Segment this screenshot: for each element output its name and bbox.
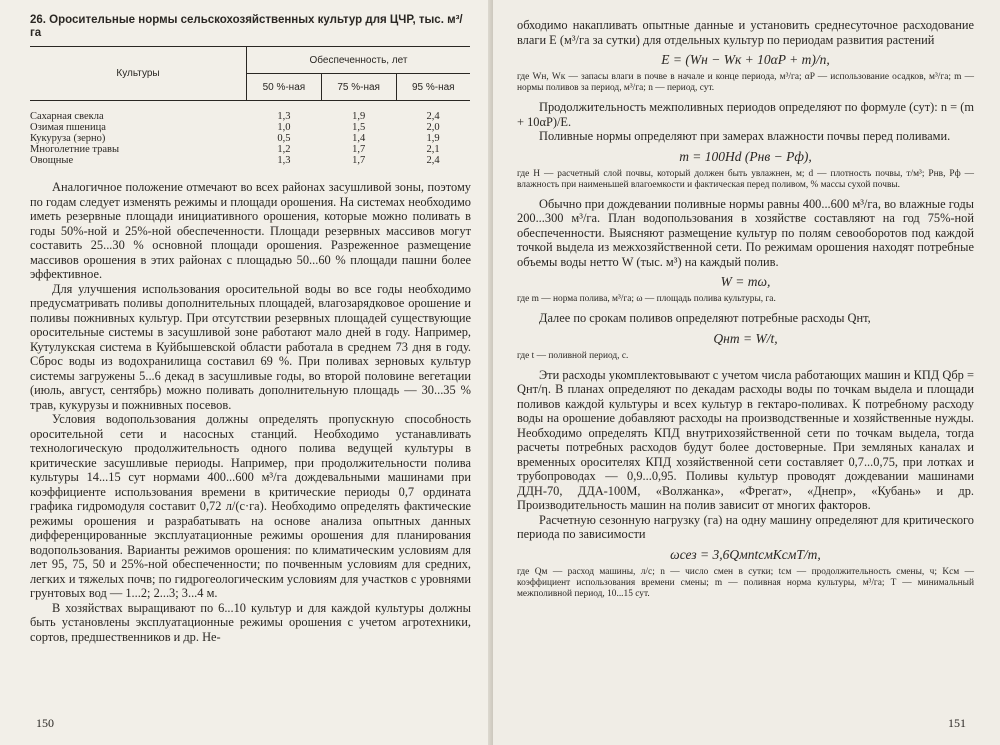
value-75: 1,7 bbox=[352, 144, 366, 155]
paragraph: Для улучшения использования оросительной воды во все годы необходимо предусматривать поливы дополнительных площадей, влагозарядковое орошение и поливы пожнивных культур. При отсутствии резервных площадей существующие оросительные системы в засушливой зоне работают мало дней в году. Например, Кутулукская система в Куйбышевской области работала в среднем 73 дня в году. Сброс воды из водохранилища составил 69 %. При поливах зерновых культур системы загружены 5...6 декад в засушливые годы, во второй половине вегетации (июль, август, сентябрь) можно поливать дополнительную площадь — 30...35 % трав, кукурузы и пожнивных посевов. bbox=[30, 281, 471, 412]
table-row bbox=[30, 144, 470, 155]
crop-name: Кукуруза (зерно) bbox=[30, 133, 106, 144]
col-50-header: 50 %-ная bbox=[247, 74, 322, 101]
value-50: 0,5 bbox=[277, 133, 291, 144]
formula-note: где t — поливной период, с. bbox=[517, 350, 629, 361]
paragraph: Поливные нормы определяют при замерах влажности почвы перед поливами. bbox=[539, 129, 951, 143]
value-50: 1,3 bbox=[277, 111, 291, 122]
value-95: 2,4 bbox=[426, 155, 440, 166]
table-row bbox=[30, 133, 470, 144]
paragraph: обходимо накапливать опытные данные и установить среднесуточное расходование влаги E (м³/га за сутки) для отдельных культур по периодам развития растений bbox=[517, 18, 974, 47]
paragraph: Обычно при дождевании поливные нормы равны 400...600 м³/га, во влажные годы 200...300 м³/га. План водопользования в хозяйстве составляют на год 75%-ной обеспеченности. Выясняют размещение культур по полям севооборотов под каждой точкой выдела из межхозяйственной сети. По режимам орошения находят потребные объемы воды нетто W (тыс. м³) на каждый полив. bbox=[517, 196, 974, 269]
value-95: 2,1 bbox=[426, 144, 440, 155]
paragraph: Эти расходы укомплектовывают с учетом числа работающих машин и КПД Qбр = Qнт/η. В планах определяют по декадам расходы воды по точкам выдела и площади поливов каждой культуры и всех культур в гектаро-поливах. К потребному расходу воды на орошение добавляют расходы на производственные и хозяйственные нужды. Необходимо определять КПД внутрихозяйственной сети по точкам выдела, тогда расчеты потребных расходов будут более достоверные. При земляных каналах и временных оросителях КПД хозяйственной сети составляет 0,7...0,75, при лотках и трубопроводах — 0,9...0,95. Поливы культур проводят дождевании машинами ДДН-70, ДДА-100М, «Волжанка», «Фрегат», «Днепр», «Кубань» и др. Производительность машин на полив зависит от многих факторов. bbox=[517, 367, 974, 512]
page-number: 150 bbox=[36, 716, 54, 730]
formula-note: где Qм — расход машины, л/с; n — число смен в сутки; tсм — продолжительность смены, ч; Kсм — коэффициент использования времени смены; m — поливная норма культуры, м³/га; T — минимальный межполивной период, 10...15 сут. bbox=[517, 566, 974, 599]
crop-name: Овощные bbox=[30, 155, 74, 166]
value-95: 1,9 bbox=[426, 133, 440, 144]
value-50: 1,0 bbox=[277, 122, 291, 133]
formula: ωсез = 3,6QмntсмKсмT/m, bbox=[670, 546, 821, 562]
value-95: 2,0 bbox=[426, 122, 440, 133]
paragraph: Расчетную сезонную нагрузку (га) на одну машину определяют для критического периода по зависимости bbox=[517, 512, 974, 541]
value-75: 1,4 bbox=[352, 133, 366, 144]
paragraph: Далее по срокам поливов определяют потребные расходы Qнт, bbox=[539, 311, 871, 325]
crop-name: Сахарная свекла bbox=[30, 111, 104, 122]
table-row bbox=[30, 155, 470, 166]
paragraph: Аналогичное положение отмечают во всех районах засушливой зоны, поэтому по годам следует изменять режимы и площади орошения. На системах необходимо иметь резервные площади инициативного орошения, которые можно поливать в годы 50%-ной и 25%-ной обеспеченности. Площади резервных массивов могут составить 25...30 % основной площади орошения. Разреженное размещение массивов орошения в этих районах с площадью 50...60 % площади пашни более эффективное. bbox=[30, 180, 471, 281]
formula-note: где Wн, Wк — запасы влаги в почве в начале и конце периода, м³/га; αP — использование осадков, м³/га; m — нормы поливов за период, м³/га; n — период, сут. bbox=[517, 72, 974, 93]
table-title: 26. Оросительные нормы сельскохозяйственных культур для ЦЧР, тыс. м³/га bbox=[30, 14, 463, 39]
formula: Qнт = W/t, bbox=[713, 330, 778, 346]
paragraph: Условия водопользования должны определять пропускную способность оросительной сети и насосных станций. Необходимо устанавливать технологическую продолжительность одного полива ведущей культуры в критические засушливые периоды. Например, при продолжительности полива культуры 14...15 сут нормами 400...600 м³/га дождевальными машинами при коэффициенте использования времени в критические периоды 0,7 ордината графика гидромодуля составит 0,72 л/(с·га). Необходимо определять фактические режимы орошения и разрабатывать на основе анализа опытных данных дифференцированные эксплуатационные режимы орошения для планирования водопользования. Варианты режимов орошения: по климатическим условиям для лет 95, 75, 50 и 25%-ной обеспеченности; по почвенным условиям для средних, легких и тяжелых почв; по гидрогеологическим условиям для участков с уровнями грунтовых вод — 1...2; 2...3; 3...4 м. bbox=[30, 412, 471, 600]
value-50: 1,2 bbox=[277, 144, 291, 155]
crop-column-header: Культуры bbox=[30, 47, 247, 101]
col-95-header: 95 %-ная bbox=[396, 74, 470, 101]
formula: m = 100Hd (Pнв − Pф), bbox=[679, 148, 812, 164]
value-50: 1,3 bbox=[277, 155, 291, 166]
col-75-header: 75 %-ная bbox=[321, 74, 396, 101]
value-75: 1,9 bbox=[352, 111, 366, 122]
right-page bbox=[493, 0, 1000, 745]
left-page bbox=[0, 0, 493, 745]
formula-note: где m — норма полива, м³/га; ω — площадь полива культуры, га. bbox=[517, 294, 776, 304]
value-75: 1,5 bbox=[352, 122, 366, 133]
table-row bbox=[30, 101, 470, 123]
formula: W = mω, bbox=[720, 274, 771, 289]
irrigation-norms-table bbox=[30, 46, 470, 166]
value-75: 1,7 bbox=[352, 155, 366, 166]
crop-name: Озимая пшеница bbox=[30, 122, 106, 133]
formula: E = (Wн − Wк + 10αP + m)/n, bbox=[661, 52, 830, 67]
table-row bbox=[30, 122, 470, 133]
supply-header: Обеспеченность, лет bbox=[247, 47, 471, 74]
crop-name: Многолетние травы bbox=[30, 144, 120, 155]
paragraph: В хозяйствах выращивают по 6...10 культур и для каждой культуры должны быть установлены эксплуатационные режимы орошения с учетом агротехники, сортов, предшественников и др. Не- bbox=[30, 600, 471, 644]
formula-note: где H — расчетный слой почвы, который должен быть увлажнен, м; d — плотность почвы, т/м³; Pнв, Pф — влажность при наименьшей влагоемкости и фактическая перед поливом, % массы сухой почвы. bbox=[517, 168, 974, 190]
value-95: 2,4 bbox=[426, 111, 440, 122]
page-number: 151 bbox=[948, 716, 966, 730]
paragraph: Продолжительность межполивных периодов определяют по формуле (сут): n = (m + 10αP)/E. bbox=[517, 100, 974, 129]
